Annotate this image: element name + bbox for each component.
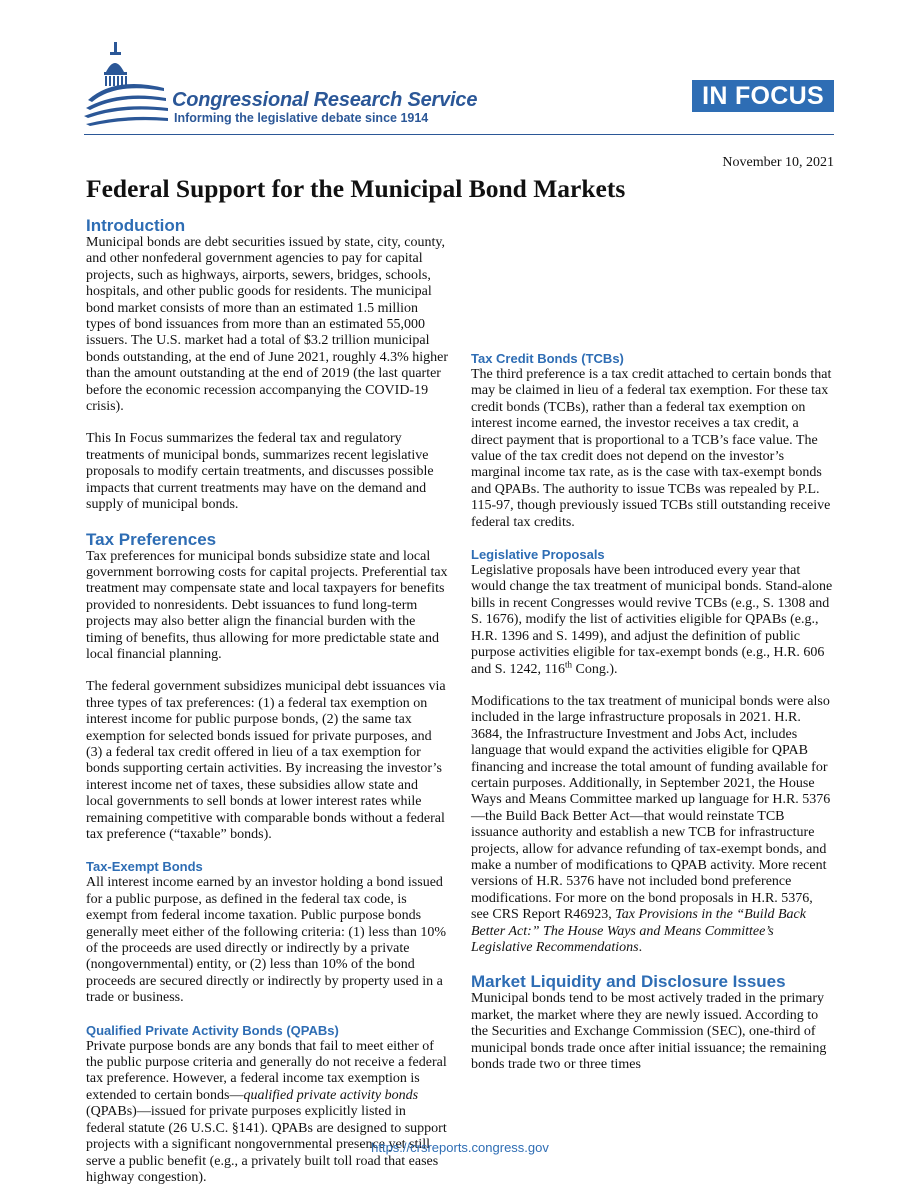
tax-exempt-paragraph: All interest income earned by an investor holding a bond issued for a public purpose, as defined in the federal tax code, is exempt from federal income taxation. Public purpose bonds generally meet either of the following criteria: (1) less than 10% of the proceeds are used directly or indirectly by a private (nongovernmental) entity, or (2) less than 10% of the bond proceeds are secured directly or indirectly by property used in a trade or business. <box>86 875 446 1006</box>
heading-introduction: Introduction <box>86 216 186 235</box>
intro-paragraph-1: Municipal bonds are debt securities issued by state, city, county, and other nonfederal government agencies to pay for capital projects, such as highways, airports, sewers, bridges, schools, hospitals, and other public goods for residents. The municipal bond market consists of more than an estimated 1.5 million types of bond issuances from more than an estimated 55,000 issuers. The U.S. market had a total of $3.2 trillion municipal bonds outstanding, at the end of June 2021, roughly 4.3% higher than the amount outstanding at the end of 2019 (the last quarter before the economic recession accompanying the COVID-19 crisis). <box>86 235 449 415</box>
market-paragraph: Municipal bonds tend to be most actively traded in the primary market, the market where they are newly issued. According to the Securities and Exchange Commission (SEC), one-third of municipal bonds trade once after initial issuance; the remaining bonds trade two or three times <box>471 991 827 1073</box>
tax-pref-paragraph-2: The federal government subsidizes municipal debt issuances via three types of tax preferences: (1) a federal tax exemption on interest income for public purpose bonds, (2) the same tax exemption for selected bonds issued for private purposes, and (3) a federal tax credit offered in lieu of a tax exemption for bonds supporting certain activities. By increasing the investor’s interest income net of taxes, these subsidies allow state and local governments to sell bonds at lower interest rates while remaining competitive with comparable bonds without a federal tax preference (“taxable” bonds). <box>86 679 446 842</box>
heading-tcbs: Tax Credit Bonds (TCBs) <box>471 351 624 366</box>
right-column <box>471 216 833 1089</box>
intro-paragraph-2: This In Focus summarizes the federal tax and regulatory treatments of municipal bonds, summarizes recent legislative proposals to modify certain treatments, and discusses possible impacts that current treatments may have on the demand and supply of municipal bonds. <box>86 431 434 513</box>
footer-url-link[interactable]: https://crsreports.congress.gov <box>371 1140 549 1155</box>
page-title: Federal Support for the Municipal Bond Markets <box>86 174 626 203</box>
tax-pref-paragraph-1: Tax preferences for municipal bonds subsidize state and local government borrowing costs for capital projects. Preferential tax treatment may compensate state and local taxpayers for benefits provided to nonresidents. Debt issuances to fund long-term projects may also better align the financial burden with the timing of benefits, thus allowing for more predictable state and local financial planning. <box>86 548 448 662</box>
heading-market-liquidity: Market Liquidity and Disclosure Issues <box>471 972 786 992</box>
qpab-text-end: (QPABs)—issued for private purposes explicitly listed in federal statute (26 U.S.C. §141). QPABs are designed to support projects with a significant nongovernmental presence yet still serve a public benefit (e.g., a privately built toll road that eases highway congestion). <box>86 1104 447 1185</box>
legis-p2-end: . <box>638 940 643 955</box>
legis-p1-sup: th <box>564 658 572 669</box>
in-focus-badge: IN FOCUS <box>692 80 834 112</box>
report-header <box>84 40 834 136</box>
left-column <box>86 216 448 1202</box>
legis-paragraph-1 <box>471 563 833 678</box>
legis-paragraph-2 <box>471 694 833 957</box>
qpab-paragraph <box>86 1039 448 1187</box>
legis-p1-end: Cong.). <box>572 661 618 677</box>
heading-tax-exempt-bonds: Tax-Exempt Bonds <box>86 859 203 875</box>
heading-legislative-proposals: Legislative Proposals <box>471 547 605 563</box>
qpab-text-start: Private purpose bonds are any bonds that fail to meet either of the public purpose criteria and generally do not receive a federal tax preference. However, a federal income tax exemption is extended to certain bonds— <box>86 1038 447 1103</box>
legis-p2-start: Modifications to the tax treatment of municipal bonds were also included in the large infrastructure proposals in 2021. H.R. 3684, the Infrastructure Investment and Jobs Act, includes language that would expand the activities eligible for QPAB financing and increase the total amount of funding available for certain purposes. Additionally, in September 2021, the House Ways and Means Committee marked up language for H.R. 5376—the Build Back Better Act—that would reinstate TCB issuance authority and establish a new TCB for infrastructure projects, allow for advance refunding of tax-exempt bonds, and make a number of modifications to QPAB activity. More recent versions of H.R. 5376 have not included bond preference modifications. For more on the bond proposals in H.R. 5376, see CRS Report R46923, <box>471 693 831 923</box>
capitol-dome-icon <box>84 42 168 134</box>
heading-tax-preferences: Tax Preferences <box>86 529 217 549</box>
publication-date: November 10, 2021 <box>722 155 834 170</box>
org-tagline: Informing the legislative debate since 1914 <box>174 111 429 125</box>
header-divider <box>84 134 834 135</box>
qpab-term-italic: qualified private activity bonds <box>243 1087 419 1103</box>
tcb-paragraph: The third preference is a tax credit attached to certain bonds that may be claimed in lieu of a federal tax exemption. For these tax credit bonds (TCBs), rather than a federal tax exemption on interest income earned, the investor receives a tax credit, a direct payment that is proportional to a TCB’s face value. The value of the tax credit does not depend on the investor’s marginal income tax rate, as is the case with tax-exempt bonds and QPABs. The authority to issue TCBs was repealed by P.L. 115-97, though previously issued TCBs still outstanding receive federal tax credits. <box>471 367 832 530</box>
crs-report-title-link: Tax Provisions in the “Build Back Better Act:” The House Ways and Means Committee’s Legislative Recommendations <box>471 907 806 955</box>
legis-p1-start: Legislative proposals have been introduced every year that would change the tax treatment of municipal bonds. Stand-alone bills in recent Congresses would revive TCBs (e.g., S. 1308 and S. 1676), modify the list of activities eligible for QPABs (e.g., H.R. 1396 and S. 1499), and adjust the definition of public purpose activities eligible for tax-exempt bonds (e.g., H.R. 606 and S. 1242, 116 <box>471 563 833 677</box>
heading-qpabs: Qualified Private Activity Bonds (QPABs) <box>86 1022 339 1038</box>
org-name: Congressional Research Service <box>172 89 478 111</box>
